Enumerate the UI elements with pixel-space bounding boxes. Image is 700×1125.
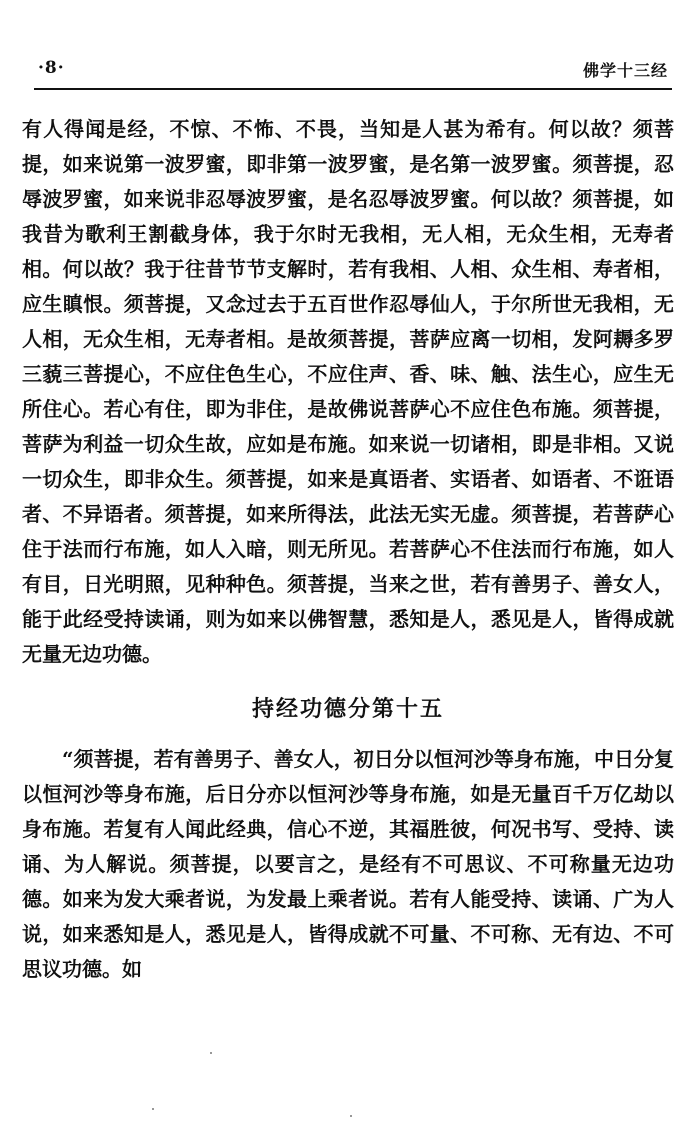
scan-speck — [210, 1052, 212, 1054]
header-divider — [34, 88, 672, 90]
page-number: ·8· — [38, 58, 65, 78]
scan-speck — [152, 1108, 154, 1110]
section-heading: 持经功德分第十五 — [251, 697, 444, 722]
page-body — [22, 112, 674, 987]
running-title: 佛学十三经 — [582, 61, 668, 80]
body-paragraph-1: 有人得闻是经，不惊、不怖、不畏，当知是人甚为希有。何以故？须菩提，如来说第一波罗蜜，即非第一波罗蜜，是名第一波罗蜜。须菩提，忍辱波罗蜜，如来说非忍辱波罗蜜，是名忍辱波罗蜜。何以故？须菩提，如我昔为歌利王割截身体，我于尔时无我相，无人相，无众生相，无寿者相。何以故？我于往昔节节支解时，若有我相、人相、众生相、寿者相，应生瞋恨。须菩提，又念过去于五百世作忍辱仙人，于尔所世无我相，无人相，无众生相，无寿者相。是故须菩提，菩萨应离一切相，发阿耨多罗三藐三菩提心，不应住色生心，不应住声、香、味、触、法生心，应生无所住心。若心有住，即为非住，是故佛说菩萨心不应住色布施。须菩提，菩萨为利益一切众生故，应如是布施。如来说一切诸相，即是非相。又说一切众生，即非众生。须菩提，如来是真语者、实语者、如语者、不诳语者、不异语者。须菩提，如来所得法，此法无实无虚。须菩提，若菩萨心住于法而行布施，如人入暗，则无所见。若菩萨心不住法而行布施，如人有目，日光明照，见种种色。须菩提，当来之世，若有善男子、善女人，能于此经受持读诵，则为如来以佛智慧，悉知是人，悉见是人，皆得成就无量无边功德。 — [22, 117, 674, 666]
body-paragraph-2: “须菩提，若有善男子、善女人，初日分以恒河沙等身布施，中日分复以恒河沙等身布施，后日分亦以恒河沙等身布施，如是无量百千万亿劫以身布施。若复有人闻此经典，信心不逆，其福胜彼，何况书写、受持、读诵、为人解说。须菩提，以要言之，是经有不可思议、不可称量无边功德。如来为发大乘者说，为发最上乘者说。若有人能受持、读诵、广为人说，如来悉知是人，悉见是人，皆得成就不可量、不可称、无有边、不可思议功德。如 — [22, 747, 674, 981]
page-header — [34, 56, 672, 86]
scan-speck — [350, 1115, 352, 1117]
